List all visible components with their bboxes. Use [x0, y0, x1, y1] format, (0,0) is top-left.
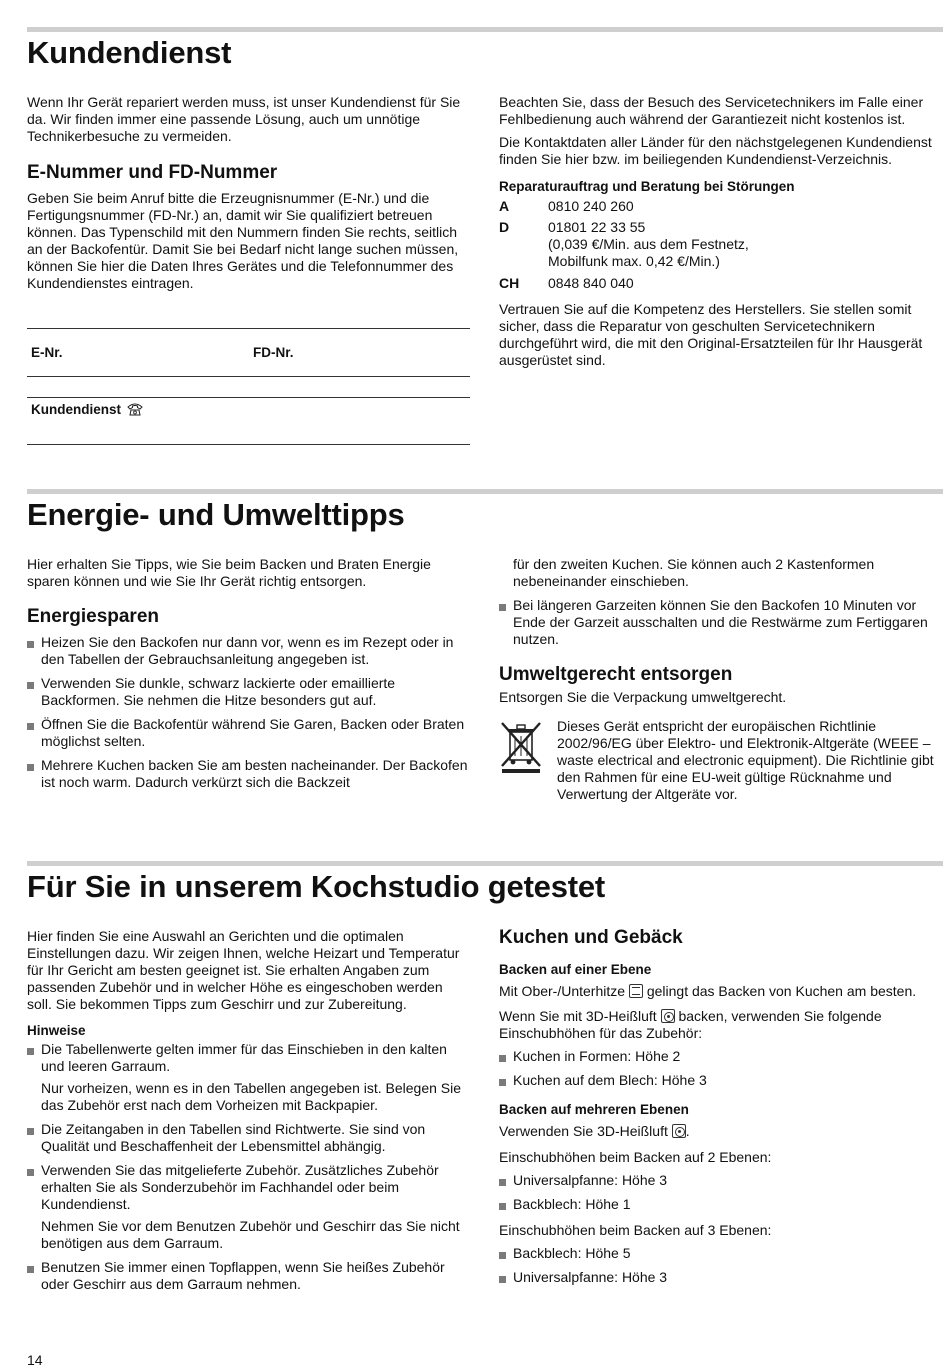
hinweise-heading: Hinweise — [27, 1023, 86, 1038]
contact-data-note: Die Kontaktdaten aller Länder für den nächstgelegenen Kundendienst finden Sie hier bzw. im beiliegenden Kundendienst-Verzeichnis. — [499, 134, 932, 167]
list-item: Benutzen Sie immer einen Topflappen, wenn Sie heißes Zubehör oder Geschirr aus dem Garraum nehmen. — [27, 1259, 470, 1293]
energie-left-column — [27, 556, 470, 791]
service-cost-note: Beachten Sie, dass der Besuch des Servicetechnikers im Falle einer Fehlbedienung auch während der Garantiezeit nicht kostenlos ist. — [499, 94, 924, 127]
zwei-ebenen-list — [499, 1172, 944, 1213]
phone-number: 0810 240 260 — [548, 198, 634, 214]
form-line — [27, 328, 470, 329]
list-item: Öffnen Sie die Backofentür während Sie Garen, Backen oder Braten möglichst selten. — [27, 716, 470, 750]
phone-country: D — [499, 219, 510, 235]
text-segment: Verwenden Sie 3D-Heißluft — [499, 1123, 668, 1139]
fdnr-field-label: FD-Nr. — [253, 345, 294, 360]
eine-ebene-text-2 — [499, 1008, 944, 1042]
energy-tips-list-cont — [499, 597, 944, 648]
list-item-text: Die Tabellenwerte gelten immer für das Einschieben in den kalten und leeren Garraum. — [41, 1041, 447, 1074]
enr-field-label: E-Nr. — [31, 345, 63, 360]
kundendienst-field-text: Kundendienst — [31, 402, 121, 417]
list-item: Die Zeitangaben in den Tabellen sind Richtwerte. Sie sind von Qualität und Beschaffenheit der Lebensmittel abhängig. — [27, 1121, 470, 1155]
text-segment: gelingt das Backen von Kuchen am besten. — [646, 983, 917, 999]
enr-heading: E-Nummer und FD-Nummer — [27, 162, 278, 183]
page-title-energie: Energie- und Umwelttipps — [27, 497, 405, 532]
phone-row — [499, 270, 788, 292]
phone-number: 0848 840 040 — [548, 275, 634, 291]
text-segment: . — [685, 1123, 690, 1139]
list-item: Verwenden Sie dunkle, schwarz lackierte oder emaillierte Backformen. Sie nehmen die Hitze besonders gut auf. — [27, 675, 470, 709]
kundendienst-field-label — [31, 401, 143, 418]
top-bottom-heat-icon — [629, 984, 643, 998]
kuchen-heading: Kuchen und Gebäck — [499, 927, 683, 948]
energie-intro: Hier erhalten Sie Tipps, wie Sie beim Backen und Braten Energie sparen können und wie Sie Ihr Gerät richtig entsorgen. — [27, 556, 431, 589]
disposal-heading: Umweltgerecht entsorgen — [499, 664, 733, 685]
list-item: Heizen Sie den Backofen nur dann vor, wenn es im Rezept oder in den Tabellen der Gebrauchsanleitung angegeben ist. — [27, 634, 470, 668]
text-segment: Wenn Sie mit 3D-Heißluft — [499, 1008, 657, 1024]
mehrere-ebenen-text-3: Einschubhöhen beim Backen auf 3 Ebenen: — [499, 1222, 772, 1238]
mehrere-ebenen-heading: Backen auf mehreren Ebenen — [499, 1102, 689, 1117]
disposal-text: Entsorgen Sie die Verpackung umweltgerecht. — [499, 689, 787, 705]
eine-ebene-text-1 — [499, 983, 944, 1000]
enr-text: Geben Sie beim Anruf bitte die Erzeugnisnummer (E-Nr.) und die Fertigungsnummer (FD-Nr.) an, damit wir Sie qualifiziert betreuen können. Das Typenschild mit den Nummern finden Sie rechts, seitlich an der Backofentür. Damit Sie bei Bedarf nicht lange suchen müssen, können Sie hier die Daten Ihres Gerätes und die Telefonnummer des Kundendienstes eintragen. — [27, 190, 459, 291]
section-rule — [27, 27, 943, 32]
kochstudio-intro: Hier finden Sie eine Auswahl an Gerichten und die optimalen Einstellungen dazu. Wir zeigen Ihnen, welche Heizart und Temperatur für Ihr Gericht am besten geeignet ist. Sie erhalten Angaben zum passenden Zubehör und in welcher Höhe es eingeschoben werden soll. Sie bekommen Tipps zum Geschirr und zur Zubereitung. — [27, 928, 460, 1012]
text-segment: backen, verwenden Sie folgende Einschubhöhen für das Zubehör: — [499, 1008, 882, 1041]
energie-right-column — [499, 556, 944, 808]
section-rule — [27, 861, 943, 866]
phone-country: CH — [499, 275, 520, 291]
form-line — [27, 376, 470, 377]
phone-table — [499, 198, 788, 292]
list-item: Kuchen auf dem Blech: Höhe 3 — [499, 1072, 944, 1089]
list-item: Universalpfanne: Höhe 3 — [499, 1269, 944, 1286]
list-item: Backblech: Höhe 1 — [499, 1196, 944, 1213]
kundendienst-intro: Wenn Ihr Gerät repariert werden muss, ist unser Kundendienst für Sie da. Wir finden immer eine passende Lösung, auch um unnötige Technikerbesuche zu vermeiden. — [27, 94, 461, 144]
list-item: Backblech: Höhe 5 — [499, 1245, 944, 1262]
list-item — [27, 1162, 470, 1252]
phone-number: 01801 22 33 55 — [548, 219, 646, 235]
crossed-out-bin-icon — [499, 720, 543, 774]
form-line — [27, 397, 470, 398]
page-title-kundendienst: Kundendienst — [27, 35, 232, 70]
phone-country: A — [499, 198, 510, 214]
weee-block — [499, 718, 944, 808]
repair-heading: Reparaturauftrag und Beratung bei Störungen — [499, 179, 795, 194]
list-item: Bei längeren Garzeiten können Sie den Backofen 10 Minuten vor Ende der Garzeit ausschalten und die Restwärme zum Fertiggaren nutzen. — [499, 597, 944, 648]
list-item: Universalpfanne: Höhe 3 — [499, 1172, 944, 1189]
energiesparen-heading: Energiesparen — [27, 606, 159, 627]
text-segment: Mit Ober-/Unterhitze — [499, 983, 626, 999]
page-number: 14 — [27, 1352, 43, 1368]
kochstudio-left-column — [27, 928, 470, 1293]
list-item-continuation: für den zweiten Kuchen. Sie können auch 2 Kastenformen nebeneinander einschieben. — [513, 556, 875, 589]
page-title-kochstudio: Für Sie in unserem Kochstudio getestet — [27, 869, 606, 904]
list-item-text: Verwenden Sie das mitgelieferte Zubehör. Zusätzliches Zubehör erhalten Sie als Sonderzubehör im Fachhandel oder beim Kundendienst. — [41, 1162, 439, 1212]
telephone-icon — [127, 402, 143, 416]
hot-air-3d-icon — [661, 1009, 675, 1023]
section-rule — [27, 489, 943, 494]
hot-air-3d-icon — [672, 1124, 686, 1138]
energy-tips-list — [27, 634, 470, 791]
form-line — [27, 444, 470, 445]
eine-ebene-heading: Backen auf einer Ebene — [499, 962, 652, 977]
list-item-extra: Nehmen Sie vor dem Benutzen Zubehör und Geschirr das Sie nicht benötigen aus dem Garraum. — [41, 1218, 460, 1251]
list-item — [27, 1041, 470, 1114]
phone-row — [499, 215, 788, 270]
manufacturer-note: Vertrauen Sie auf die Kompetenz des Herstellers. Sie stellen somit sicher, dass die Reparatur von geschulten Servicetechnikern durchgeführt wird, die mit den Original-Ersatzteilen für Ihr Hausgerät ausgerüstet sind. — [499, 301, 923, 368]
mehrere-ebenen-text-1 — [499, 1123, 944, 1140]
weee-text: Dieses Gerät entspricht der europäischen Richtlinie 2002/96/EG über Elektro- und Elektronik-Altgeräte (WEEE – waste electrical and electronic equipment). Die Richtlinie gibt den Rahmen für eine EU-weit gültige Rücknahme und Verwertung der Altgeräte vor. — [557, 718, 934, 802]
eine-ebene-list — [499, 1048, 944, 1089]
kundendienst-left-column — [27, 94, 470, 292]
drei-ebenen-list — [499, 1245, 944, 1286]
kochstudio-right-column — [499, 926, 944, 1286]
list-item: Mehrere Kuchen backen Sie am besten nacheinander. Der Backofen ist noch warm. Dadurch verkürzt sich die Backzeit — [27, 757, 470, 791]
list-item: Kuchen in Formen: Höhe 2 — [499, 1048, 944, 1065]
kundendienst-right-column — [499, 94, 944, 369]
phone-note: (0,039 €/Min. aus dem Festnetz, Mobilfunk max. 0,42 €/Min.) — [548, 236, 749, 269]
list-item-extra: Nur vorheizen, wenn es in den Tabellen angegeben ist. Belegen Sie das Zubehör erst nach dem Vorheizen mit Backpapier. — [41, 1080, 462, 1113]
phone-row — [499, 198, 788, 215]
hinweise-list — [27, 1041, 470, 1293]
mehrere-ebenen-text-2: Einschubhöhen beim Backen auf 2 Ebenen: — [499, 1149, 772, 1165]
